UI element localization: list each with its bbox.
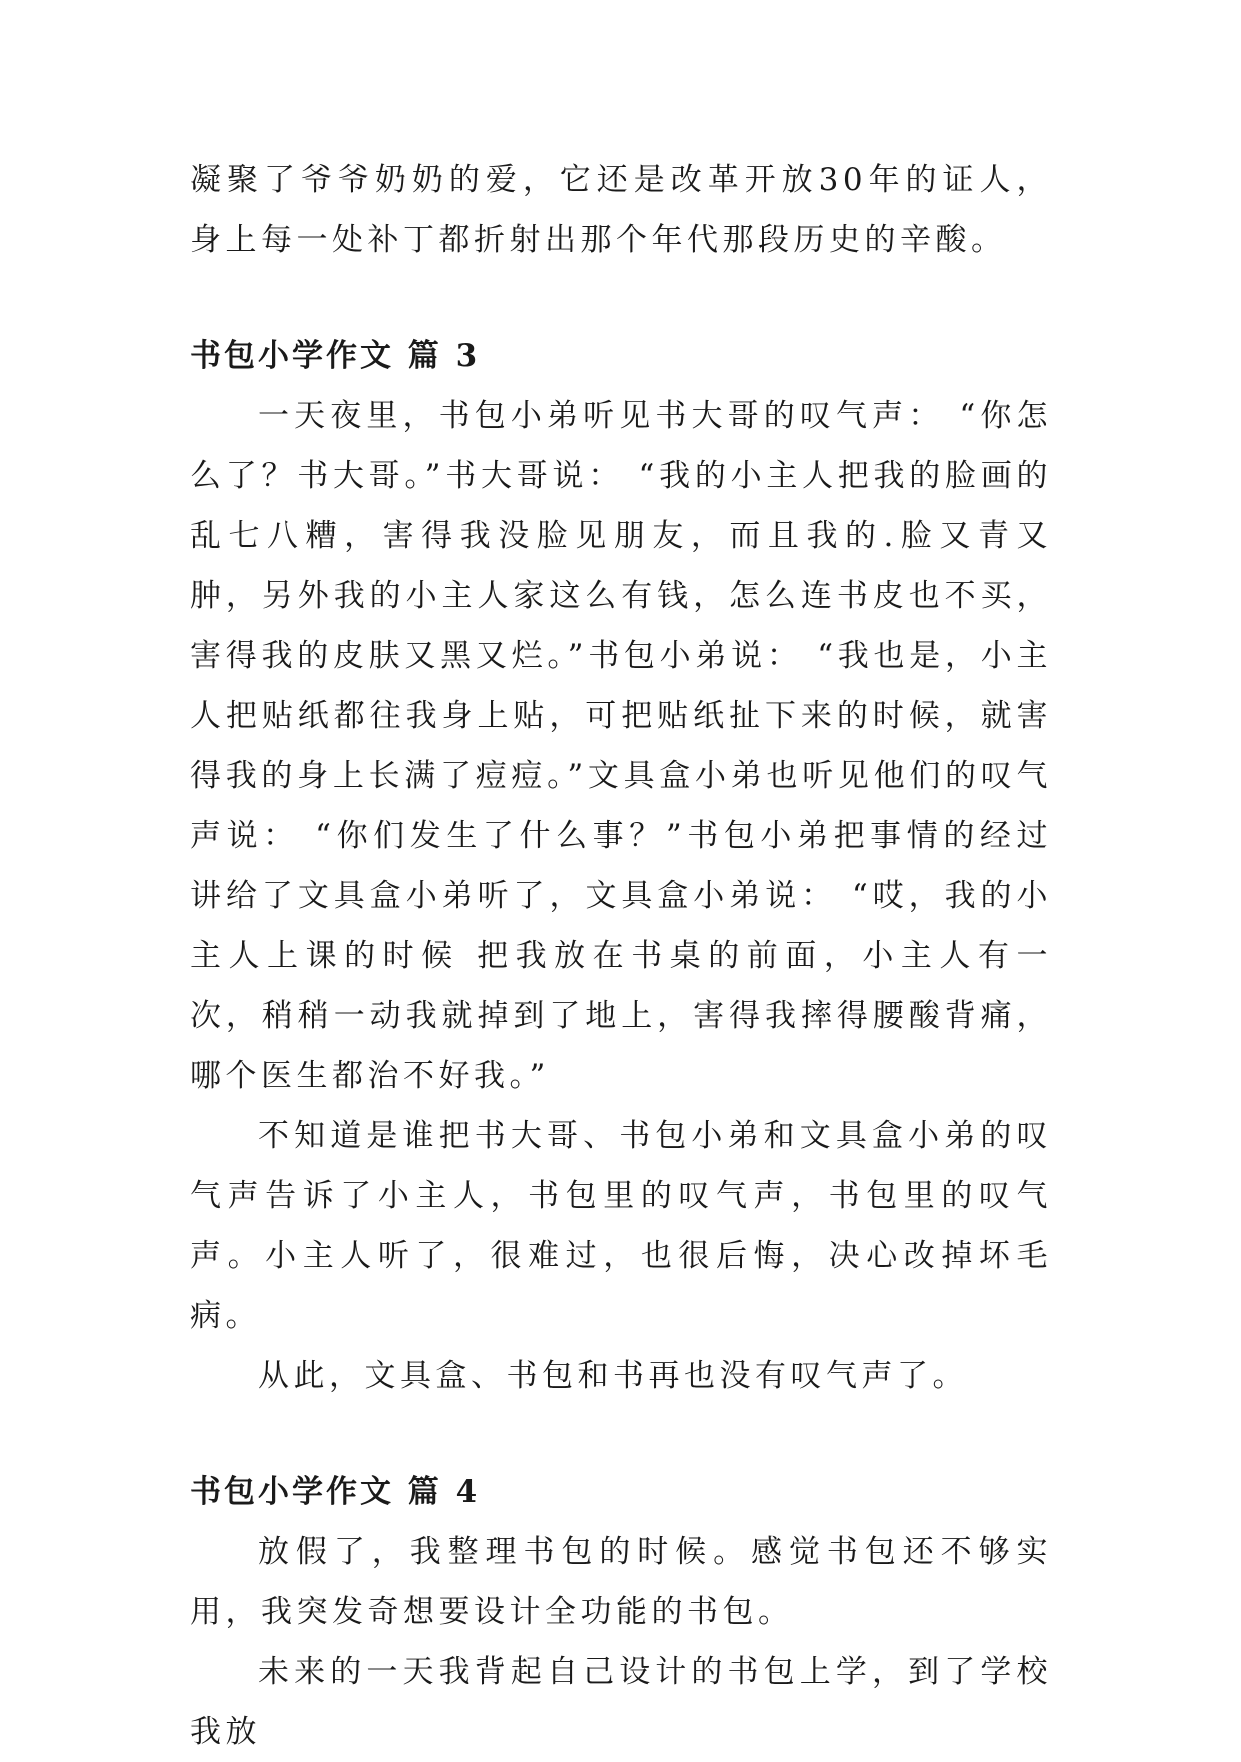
section-4-paragraph-1: 放假了，我整理书包的时候。感觉书包还不够实用，我突发奇想要设计全功能的书包。 bbox=[190, 1534, 1052, 1630]
opening-paragraph: 凝聚了爷爷奶奶的爱，它还是改革开放30年的证人，身上每一处补丁都折射出那个年代那段历史的辛酸。 bbox=[190, 162, 1052, 258]
section-3-paragraph-1: 一天夜里，书包小弟听见书大哥的叹气声： “你怎么了？书大哥。”书大哥说： “我的小主人把我的脸画的乱七八糟，害得我没脸见朋友，而且我的.脸又青又肿，另外我的小主人家这么有钱，怎么连书皮也不买，害得我的皮肤又黑又烂。”书包小弟说： “我也是，小主人把贴纸都往我身上贴，可把贴纸扯下来的时候，就害得我的身上长满了痘痘。”文具盒小弟也听见他们的叹气声说： “你们发生了什么事？”书包小弟把事情的经过讲给了文具盒小弟听了，文具盒小弟说： “哎，我的小主人上课的时候 把我放在书桌的前面，小主人有一次，稍稍一动我就掉到了地上，害得我摔得腰酸背痛，哪个医生都治不好我。” bbox=[190, 398, 1052, 1094]
section-3-title: 书包小学作文 篇 3 bbox=[190, 338, 481, 374]
section-3-paragraph-3: 从此，文具盒、书包和书再也没有叹气声了。 bbox=[258, 1358, 968, 1394]
document-page bbox=[190, 150, 1052, 1762]
section-4-paragraph-2: 未来的一天我背起自己设计的书包上学，到了学校我放 bbox=[190, 1654, 1052, 1750]
section-4-title: 书包小学作文 篇 4 bbox=[190, 1474, 481, 1510]
section-3-paragraph-2: 不知道是谁把书大哥、书包小弟和文具盒小弟的叹气声告诉了小主人，书包里的叹气声，书包里的叹气声。小主人听了，很难过，也很后悔，决心改掉坏毛病。 bbox=[190, 1118, 1052, 1334]
